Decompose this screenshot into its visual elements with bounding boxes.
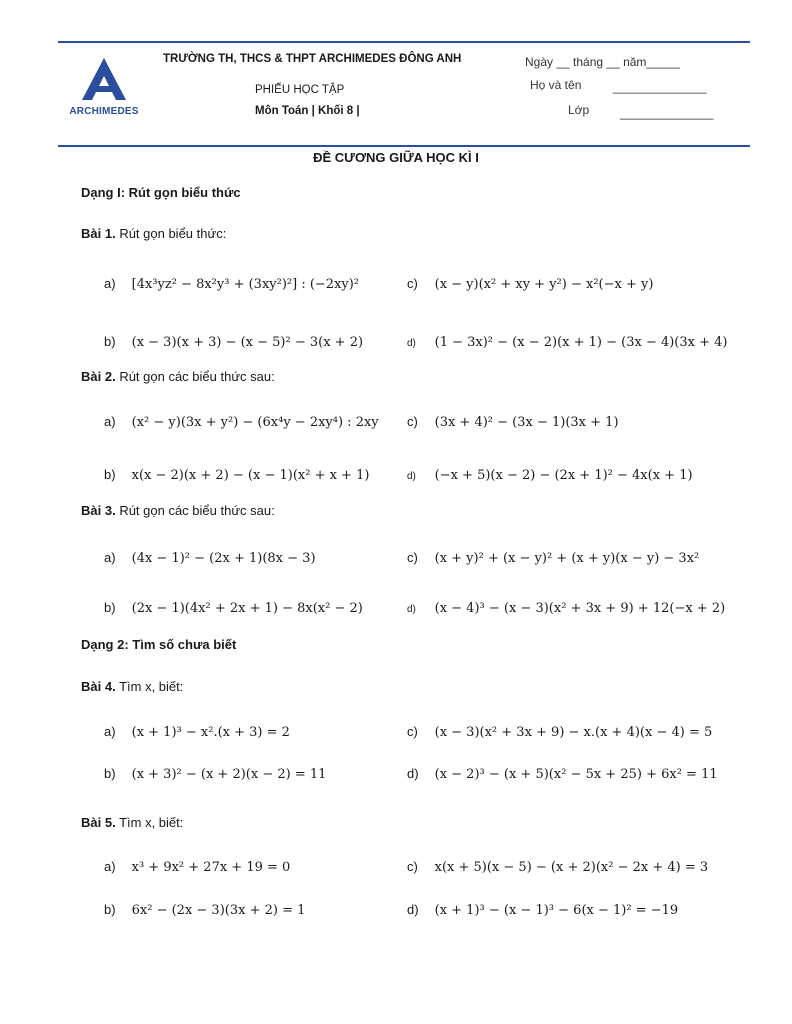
- exercise-number: Bài 4.: [81, 679, 116, 694]
- math-expression: (3x + 4)² − (3x − 1)(3x + 1): [434, 415, 619, 430]
- item-label: a): [104, 414, 116, 429]
- exercise-heading: [81, 226, 226, 241]
- math-expression: (−x + 5)(x − 2) − (2x + 1)² − 4x(x + 1): [434, 468, 693, 483]
- item-label: b): [104, 902, 116, 917]
- name-field-label: Họ và tên: [530, 78, 582, 92]
- math-expression: x(x − 2)(x + 2) − (x − 1)(x² + x + 1): [131, 468, 370, 483]
- sheet-title: PHIẾU HỌC TẬP: [255, 84, 345, 96]
- item-label: c): [407, 859, 418, 874]
- exercise-item: [104, 766, 326, 782]
- name-field-blank: ______________: [613, 80, 707, 94]
- exercise-instruction: Rút gọn các biểu thức sau:: [119, 503, 275, 518]
- item-label: c): [407, 550, 418, 565]
- exercise-item: [407, 859, 708, 875]
- exercise-heading: [81, 679, 183, 694]
- math-expression: (x − 4)³ − (x − 3)(x² + 3x + 9) + 12(−x + 2): [434, 601, 726, 616]
- item-label: a): [104, 724, 116, 739]
- item-label: a): [104, 276, 116, 291]
- exercise-instruction: Rút gọn các biểu thức sau:: [119, 369, 275, 384]
- header-top-rule: [58, 41, 750, 43]
- math-expression: (x + 1)³ − (x − 1)³ − 6(x − 1)² = −19: [434, 903, 679, 918]
- exercise-item: [104, 550, 316, 566]
- exercise-item: [407, 600, 725, 616]
- math-expression: (x² − y)(3x + y²) − (6x⁴y − 2xy⁴) : 2xy: [131, 415, 379, 430]
- exercise-item: [407, 334, 727, 350]
- exercise-item: [104, 276, 359, 292]
- subject-line: Môn Toán | Khối 8 |: [255, 105, 360, 117]
- item-label: d): [407, 471, 416, 482]
- item-label: d): [407, 902, 419, 917]
- exercise-item: [407, 766, 718, 782]
- math-expression: (x − 3)(x + 3) − (x − 5)² − 3(x + 2): [131, 335, 364, 350]
- date-field: Ngày __ tháng __ năm_____: [525, 55, 680, 69]
- exercise-item: [407, 724, 712, 740]
- item-label: d): [407, 604, 416, 615]
- archimedes-logo-icon: [80, 56, 128, 102]
- exercise-item: [104, 724, 290, 740]
- exercise-item: [104, 859, 290, 875]
- math-expression: 6x² − (2x − 3)(3x + 2) = 1: [131, 903, 306, 918]
- exercise-heading: [81, 369, 275, 384]
- math-expression: (4x − 1)² − (2x + 1)(8x − 3): [131, 551, 316, 566]
- exercise-item: [407, 467, 693, 483]
- exercise-item: [104, 414, 379, 430]
- item-label: c): [407, 414, 418, 429]
- exercise-heading: [81, 815, 183, 830]
- item-label: b): [104, 467, 116, 482]
- item-label: b): [104, 766, 116, 781]
- exercise-number: Bài 5.: [81, 815, 116, 830]
- school-logo: [58, 56, 150, 124]
- item-label: c): [407, 724, 418, 739]
- exercise-item: [407, 276, 653, 292]
- math-expression: x³ + 9x² + 27x + 19 = 0: [131, 860, 291, 875]
- math-expression: (1 − 3x)² − (x − 2)(x + 1) − (3x − 4)(3x + 4): [434, 335, 728, 350]
- math-expression: x(x + 5)(x − 5) − (x + 2)(x² − 2x + 4) = 3: [434, 860, 709, 875]
- math-expression: (x + 3)² − (x + 2)(x − 2) = 11: [131, 767, 327, 782]
- exercise-item: [104, 902, 305, 918]
- document-title: ĐỀ CƯƠNG GIỮA HỌC KÌ I: [313, 150, 479, 165]
- item-label: a): [104, 550, 116, 565]
- math-expression: (x − y)(x² + xy + y²) − x²(−x + y): [434, 277, 654, 292]
- class-field-label: Lớp: [568, 103, 590, 117]
- exercise-number: Bài 3.: [81, 503, 116, 518]
- item-label: b): [104, 600, 116, 615]
- math-expression: (2x − 1)(4x² + 2x + 1) − 8x(x² − 2): [131, 601, 363, 616]
- exercise-instruction: Tìm x, biết:: [119, 815, 184, 830]
- exercise-number: Bài 2.: [81, 369, 116, 384]
- exercise-item: [407, 902, 678, 918]
- math-expression: (x + 1)³ − x².(x + 3) = 2: [131, 725, 290, 740]
- math-expression: (x − 3)(x² + 3x + 9) − x.(x + 4)(x − 4) = 5: [434, 725, 713, 740]
- exercise-item: [407, 550, 699, 566]
- exercise-heading: [81, 503, 275, 518]
- math-expression: (x − 2)³ − (x + 5)(x² − 5x + 25) + 6x² = 11: [434, 767, 718, 782]
- item-label: d): [407, 338, 416, 349]
- item-label: b): [104, 334, 116, 349]
- class-field-blank: ______________: [620, 106, 714, 120]
- exercise-item: [104, 467, 369, 483]
- item-label: c): [407, 276, 418, 291]
- exercise-instruction: Rút gọn biểu thức:: [119, 226, 227, 241]
- math-expression: [4x³yz² − 8x²y³ + (3xy²)²] : (−2xy)²: [131, 277, 360, 292]
- math-expression: (x + y)² + (x − y)² + (x + y)(x − y) − 3x²: [434, 551, 700, 566]
- exercise-item: [104, 334, 363, 350]
- section-heading: Dạng 2: Tìm số chưa biết: [81, 637, 237, 652]
- logo-text: ARCHIMEDES: [69, 106, 139, 117]
- exercise-item: [104, 600, 363, 616]
- exercise-number: Bài 1.: [81, 226, 116, 241]
- header-bottom-rule: [58, 145, 750, 147]
- exercise-instruction: Tìm x, biết:: [119, 679, 184, 694]
- item-label: a): [104, 859, 116, 874]
- section-heading: Dạng I: Rút gọn biểu thức: [81, 185, 241, 200]
- school-name: TRƯỜNG TH, THCS & THPT ARCHIMEDES ĐÔNG ANH: [163, 53, 462, 65]
- exercise-item: [407, 414, 619, 430]
- item-label: d): [407, 766, 419, 781]
